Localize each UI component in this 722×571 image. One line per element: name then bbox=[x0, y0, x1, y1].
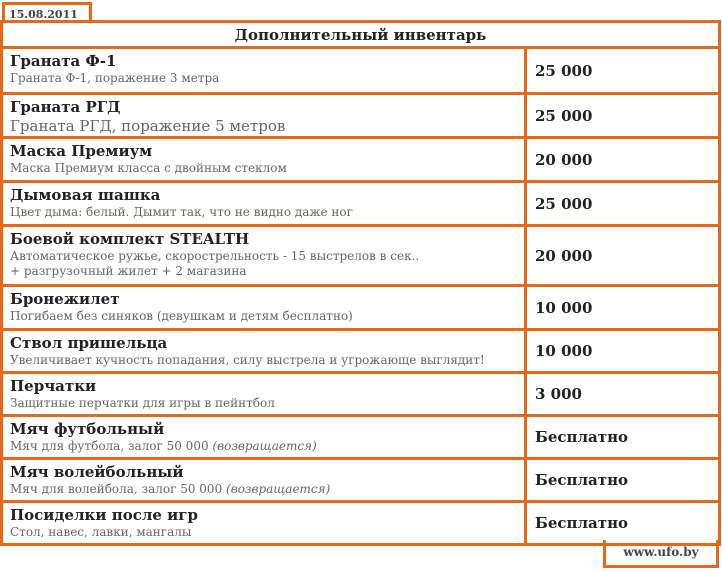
item-cell bbox=[3, 460, 527, 500]
table-row bbox=[3, 136, 718, 180]
table-row bbox=[3, 92, 718, 136]
item-price: 25 000 bbox=[535, 61, 593, 80]
item-description: Автоматическое ружье, скорострельность - 15 выстрелов в сек.. bbox=[10, 249, 420, 263]
item-price: 10 000 bbox=[535, 298, 593, 317]
item-description-extra: + разгрузочный жилет + 2 магазина bbox=[10, 264, 247, 278]
item-name: Ствол пришельца bbox=[10, 334, 168, 352]
item-price: 10 000 bbox=[535, 342, 593, 360]
item-name: Боевой комплект STEALTH bbox=[10, 230, 250, 248]
item-description: Стол, навес, лавки, мангалы bbox=[10, 525, 192, 539]
item-description-text: Мяч для футбола, залог 50 000 bbox=[10, 439, 209, 453]
item-description: Граната Ф-1, поражение 3 метра bbox=[10, 71, 220, 85]
table-title: Дополнительный инвентарь bbox=[3, 23, 718, 49]
item-cell bbox=[3, 331, 527, 371]
item-name: Мяч футбольный bbox=[10, 420, 165, 438]
item-name: Маска Премиум bbox=[10, 142, 153, 160]
table-row bbox=[3, 457, 718, 500]
item-name: Дымовая шашка bbox=[10, 186, 161, 204]
item-cell bbox=[3, 49, 527, 92]
item-cell bbox=[3, 287, 527, 328]
table-row bbox=[3, 414, 718, 457]
table-row bbox=[3, 49, 718, 92]
item-price: 20 000 bbox=[535, 150, 593, 169]
item-cell bbox=[3, 503, 527, 543]
item-description: Граната РГД, поражение 5 метров bbox=[10, 117, 286, 135]
item-name: Бронежилет bbox=[10, 290, 120, 308]
item-description-note: (возвращается) bbox=[226, 482, 331, 496]
item-description: Увеличивает кучность попадания, силу выстрела и угрожающе выглядит! bbox=[10, 353, 485, 367]
item-price: Бесплатно bbox=[535, 471, 629, 489]
item-description: Защитные перчатки для игры в пейнтбол bbox=[10, 396, 275, 410]
item-description-text: Мяч для волейбола, залог 50 000 bbox=[10, 482, 223, 496]
item-price: 25 000 bbox=[535, 106, 593, 125]
item-description: Цвет дыма: белый. Дымит так, что не видно даже ног bbox=[10, 205, 353, 219]
site-link[interactable]: www.ufo.by bbox=[603, 540, 719, 568]
item-price: 25 000 bbox=[535, 194, 593, 213]
item-description: Маска Премиум класса с двойным стеклом bbox=[10, 161, 287, 175]
item-price: Бесплатно bbox=[535, 428, 629, 446]
table-row bbox=[3, 328, 718, 371]
table-row bbox=[3, 500, 718, 543]
item-name: Граната РГД bbox=[10, 98, 121, 116]
item-cell bbox=[3, 139, 527, 180]
item-cell bbox=[3, 227, 527, 284]
item-cell bbox=[3, 374, 527, 414]
table-row bbox=[3, 180, 718, 224]
inventory-table bbox=[0, 20, 721, 546]
item-price: 3 000 bbox=[535, 385, 582, 403]
item-description bbox=[10, 482, 518, 497]
item-name: Граната Ф-1 bbox=[10, 52, 117, 70]
item-name: Перчатки bbox=[10, 377, 97, 395]
table-row bbox=[3, 284, 718, 328]
item-name: Мяч волейбольный bbox=[10, 463, 184, 481]
item-price: Бесплатно bbox=[535, 514, 629, 532]
date-label: 15.08.2011 bbox=[2, 2, 92, 22]
table-row bbox=[3, 224, 718, 284]
item-description: Погибаем без синяков (девушкам и детям бесплатно) bbox=[10, 309, 353, 323]
item-cell bbox=[3, 183, 527, 224]
item-name: Посиделки после игр bbox=[10, 506, 198, 524]
item-description-note: (возвращается) bbox=[212, 439, 317, 453]
item-description bbox=[10, 439, 518, 454]
item-price: 20 000 bbox=[535, 246, 593, 265]
item-cell bbox=[3, 417, 527, 457]
table-row bbox=[3, 371, 718, 414]
item-cell bbox=[3, 95, 527, 136]
